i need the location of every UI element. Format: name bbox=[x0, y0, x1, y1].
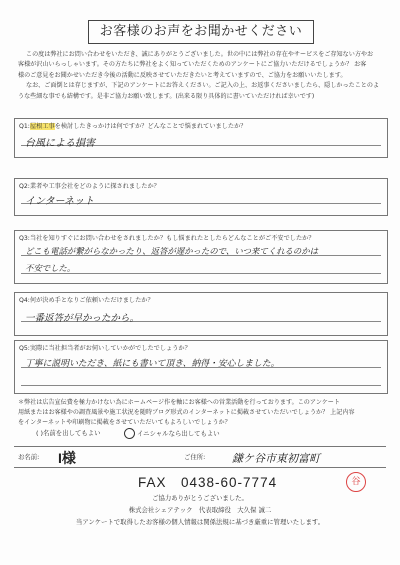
question-1-answer[interactable]: 台風による損害 bbox=[25, 138, 95, 149]
question-2-box bbox=[14, 178, 388, 216]
question-1-number: Q1: bbox=[19, 123, 30, 130]
question-5-text: 実際に当社担当者がお伺いしていかがでしたでしょうか？ bbox=[29, 345, 191, 352]
fax-number: FAX 0438-60-7774 bbox=[138, 475, 278, 490]
option-name-ok[interactable] bbox=[36, 428, 101, 437]
circle-check-icon bbox=[124, 428, 135, 439]
question-3-number: Q3: bbox=[19, 235, 30, 242]
question-4-label bbox=[19, 295, 154, 304]
option-initial-ok[interactable] bbox=[124, 428, 220, 439]
answer-line bbox=[21, 385, 381, 386]
question-4-number: Q4: bbox=[19, 297, 30, 304]
question-3-text: 当社を知りすぐにお問い合わせをされましたか？もし悩まれたとしたらどんなことがご不安でしたか？ bbox=[29, 235, 315, 242]
intro-line: この度は弊社にお問い合わせをいただき、誠にありがとうございました。世の中には弊社の存在やサービスをご存知ない方やお bbox=[26, 51, 374, 58]
option-name-ok-label: 名前を出してもよい bbox=[43, 429, 101, 437]
privacy-text: 当アンケートで取得したお客様の個人情報は関係法規に基づき厳重に管理いたします。 bbox=[75, 518, 325, 526]
consent-notice-line: ＊弊社は広告宣伝費を極力かけない為にホームページ作を軸にお客様への営業活動を行っております。このアンケート bbox=[18, 399, 340, 406]
name-value[interactable]: I様 bbox=[58, 450, 76, 466]
question-3-label bbox=[19, 233, 315, 242]
question-1-label bbox=[19, 121, 246, 130]
question-3-box bbox=[14, 230, 388, 284]
question-4-text: 何が決め手となりご依頼いただけましたか？ bbox=[29, 297, 154, 304]
question-5-box bbox=[14, 340, 388, 394]
consent-notice-line: をインターネットや印刷物に掲載をさせていただいてもよろしいでしょうか？ bbox=[18, 419, 231, 426]
question-3-answer-line-2[interactable]: 不安でした。 bbox=[25, 263, 76, 273]
question-4-answer[interactable]: 一番返答が早かったから。 bbox=[25, 313, 140, 324]
question-1-highlight: 屋根工事 bbox=[29, 123, 55, 130]
question-2-label bbox=[19, 181, 160, 190]
seal-stamp: 谷 bbox=[346, 472, 366, 492]
question-5-label bbox=[19, 343, 191, 352]
option-initial-ok-label: イニシャルなら出してもよい bbox=[137, 429, 220, 438]
question-2-text: 業者や工事会社をどのように探されましたか？ bbox=[29, 183, 160, 190]
name-label: お名前: bbox=[18, 453, 40, 461]
intro-line: うな些細な事でも結構です。是非ご協力お願い致します。(出来る限り具体的に書いていただければ幸いです) bbox=[18, 92, 315, 100]
option-name-ok-mark: ( ) bbox=[36, 429, 44, 437]
question-5-number: Q5: bbox=[19, 345, 30, 352]
intro-line: 様のご意見をお聞かせいただき今後の活動に反映させていただきたいと考えていますので、ご協力をお願いいたします。 bbox=[18, 71, 347, 79]
intro-line: なお、ご面倒とは存じますが、下記のアンケートにお答えください。ご記入の上、お返事くださいましたら、隠しかったことのよ bbox=[26, 82, 380, 90]
question-2-answer[interactable]: インターネット bbox=[25, 196, 95, 207]
intro-text bbox=[18, 50, 384, 102]
address-value[interactable]: 鎌ケ谷市東初富町 bbox=[232, 452, 320, 465]
question-3-answer-line-1[interactable]: どこも電話が繋がらなかったり、返答が遅かったので、いつ来てくれるのかは bbox=[25, 246, 318, 256]
question-1-text: を検討したきっかけは何ですか？どんなことで悩まれていましたか？ bbox=[54, 123, 247, 130]
company-text: 株式会社シェアテック 代表取締役 大久保 誠二 bbox=[128, 506, 272, 514]
page-title: お客様のお声をお聞かせください bbox=[88, 20, 314, 44]
question-5-answer[interactable]: 丁寧に説明いただき、紙にも書いて頂き、納得・安心しました。 bbox=[25, 359, 280, 369]
intro-line: 客様が沢山いらっしゃいます。その方たちに弊社をよく知っていただくためのアンケートにご協力いただけるでしょうか？ お客 bbox=[18, 61, 367, 69]
thanks-text: ご協力ありがとうございました。 bbox=[152, 494, 248, 502]
name-address-row bbox=[14, 446, 386, 468]
address-label: ご住所: bbox=[184, 453, 206, 461]
question-1-box bbox=[14, 118, 388, 158]
question-2-number: Q2: bbox=[19, 183, 30, 190]
consent-notice-line: 用紙またはお客様やの調査風景や施工状況を随時ブログ形式のインターネットに掲載させていただいでしょうか？ 上記内容 bbox=[18, 409, 355, 416]
question-4-box bbox=[14, 292, 388, 336]
